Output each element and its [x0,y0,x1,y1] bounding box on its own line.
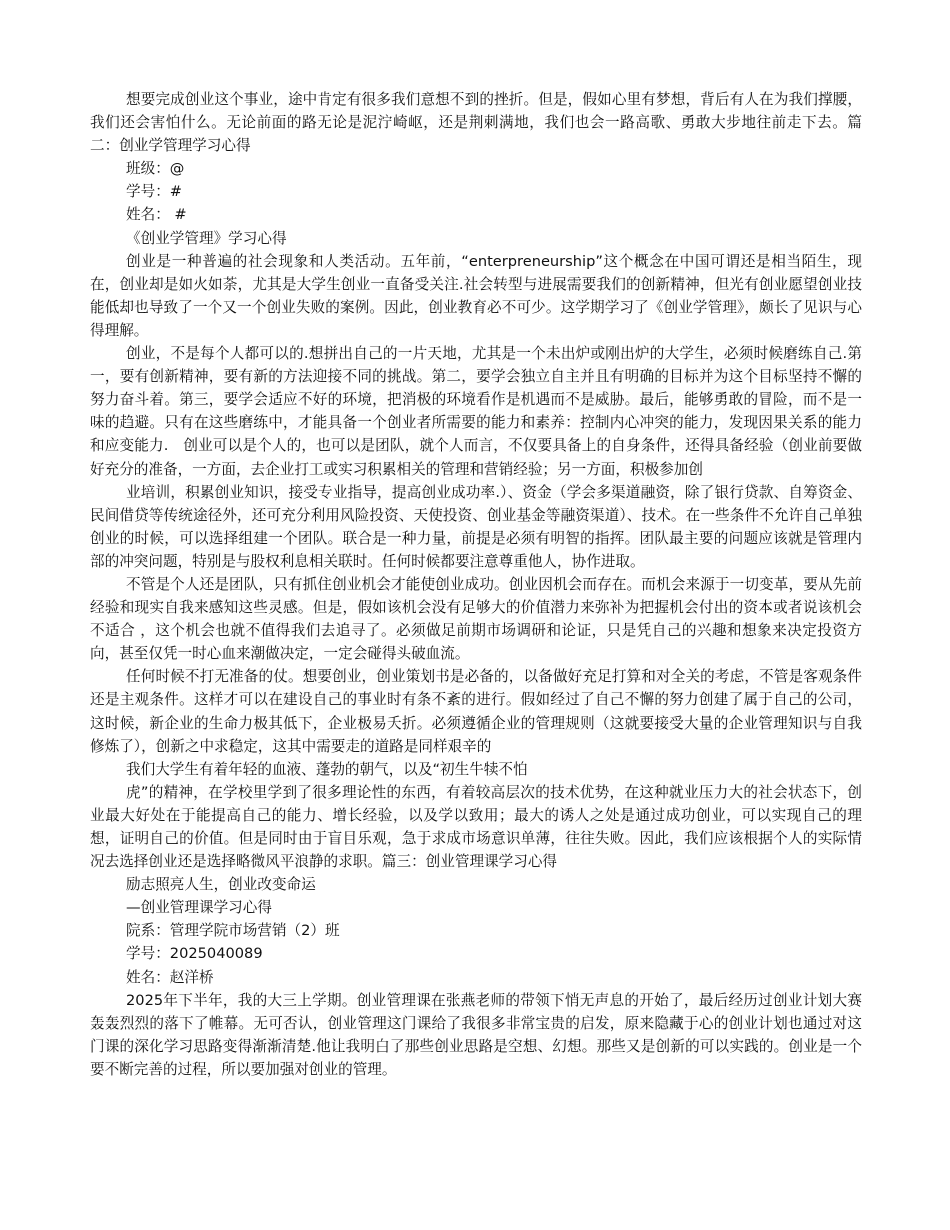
section-title: 《创业学管理》学习心得 [126,229,287,247]
paragraph-intro: 想要完成创业这个事业，途中肯定有很多我们意想不到的挫折。但是，假如心里有梦想，背后有人在为我们撑腰，我们还会害怕什么。无论前面的路无论是泥泞崎岖，还是荆刺满地，我们也会一路高歌、勇敢大步地往前走下去。篇二：创业学管理学习心得 [90,91,862,155]
class-field: 班级：@ [126,160,185,178]
paragraph: 虎”的精神，在学校里学到了很多理论性的东西，有着较高层次的技术优势，在这种就业压力大的社会状态下，创业最大好处在于能提高自己的能力、增长经验，以及学以致用；最大的诱人之处是通过成功创业，可以实现自己的理想，证明自己的价值。但是同时由于盲目乐观，急于求成市场意识单薄，往往失败。因此，我们应该根据个人的实际情况去选择创业还是选择略微风平浪静的求职。篇三：创业管理课学习心得 [90,783,862,871]
paragraph: 不管是个人还是团队，只有抓住创业机会才能使创业成功。创业因机会而存在。而机会来源于一切变革，要从先前经验和现实自我来感知这些灵感。但是，假如该机会没有足够大的价值潜力来弥补为把握机会付出的资本或者说该机会不适合 ，这个机会也就不值得我们去追寻了。必须做足前期市场调研和论证，只是凭自己的兴趣和想象来决定投资方向，甚至仅凭一时心血来潮做决定，一定会碰得头破血流。 [90,575,862,663]
name-field: 姓名： # [126,206,187,224]
paragraph: 我们大学生有着年轻的血液、蓬勃的朝气，以及“初生牛犊不怕 [126,760,528,778]
name-field-2: 姓名：赵洋桥 [126,968,214,986]
paragraph: 任何时候不打无准备的仗。想要创业，创业策划书是必备的，以备做好充足打算和对全关的考虑，不管是客观条件还是主观条件。这样才可以在建设自己的事业时有条不紊的进行。假如经过了自己不懈的努力创建了属于自己的公司，这时候，新企业的生命力极其低下，企业极易夭折。必须遵循企业的管理规则（这就要接受大量的企业管理知识与自我修炼了），创新之中求稳定，这其中需要走的道路是同样艰辛的 [90,668,862,755]
department-field: 院系：管理学院市场营销（2）班 [126,922,340,940]
paragraph-final: 2025年下半年，我的大三上学期。创业管理课在张燕老师的带领下悄无声息的开始了，最后经历过创业计划大赛轰轰烈烈的落下了帷幕。无可否认，创业管理这门课给了我很多非常宝贵的启发，原来隐藏于心的创业计划也通过对这门课的深化学习思路变得渐渐清楚.他让我明白了那些创业思路是空想、幻想。那些又是创新的可以实践的。创业是一个要不断完善的过程，所以要加强对创业的管理。 [90,991,862,1078]
subtitle-line: —创业管理课学习心得 [126,899,272,917]
paragraph: 创业是一种普遍的社会现象和人类活动。五年前，“enterpreneurship”这个概念在中国可谓还是相当陌生，现在，创业却是如火如荼，尤其是大学生创业一直备受关注.社会转型与进展需要我们的创新精神，但光有创业愿望创业技能低却也导致了一个又一个创业失败的案例。因此，创业教育必不可少。这学期学习了《创业学管理》，颇长了见识与心得理解。 [90,252,862,339]
document-body [90,88,862,1081]
motto-line: 励志照亮人生，创业改变命运 [126,876,316,894]
student-id-field-2: 学号：2025040089 [126,945,263,963]
student-id-field: 学号：# [126,183,183,201]
paragraph: 业培训，积累创业知识，接受专业指导，提高创业成功率.）、资金（学会多渠道融资，除了银行贷款、自筹资金、民间借贷等传统途径外，还可充分利用风险投资、天使投资、创业基金等融资渠道）、技术。在一些条件不允许自己单独创业的时候，可以选择组建一个团队。联合是一种力量，前提是必须有明智的指挥。团队最主要的问题应该就是管理内部的冲突问题，特别是与股权利息相关联时。任何时候都要注意尊重他人，协作进取。 [90,483,862,570]
paragraph: 创业，不是每个人都可以的.想拼出自己的一片天地，尤其是一个未出炉或刚出炉的大学生，必须时候磨练自己.第一，要有创新精神，要有新的方法迎接不同的挑战。第二，要学会独立自主并且有明确的目标并为这个目标坚持不懈的努力奋斗着。第三，要学会适应不好的环境，把消极的环境看作是机遇而不是威胁。最后，能够勇敢的冒险，而不是一味的趋避。只有在这些磨练中，才能具备一个创业者所需要的能力和素养：控制内心冲突的能力，发现因果关系的能力和应变能力. 创业可以是个人的，也可以是团队，就个人而言，不仅要具备上的自身条件，还得具备经验（创业前要做好充分的准备，一方面，去企业打工或实习积累相关的管理和营销经验；另一方面，积极参加创 [90,345,862,478]
